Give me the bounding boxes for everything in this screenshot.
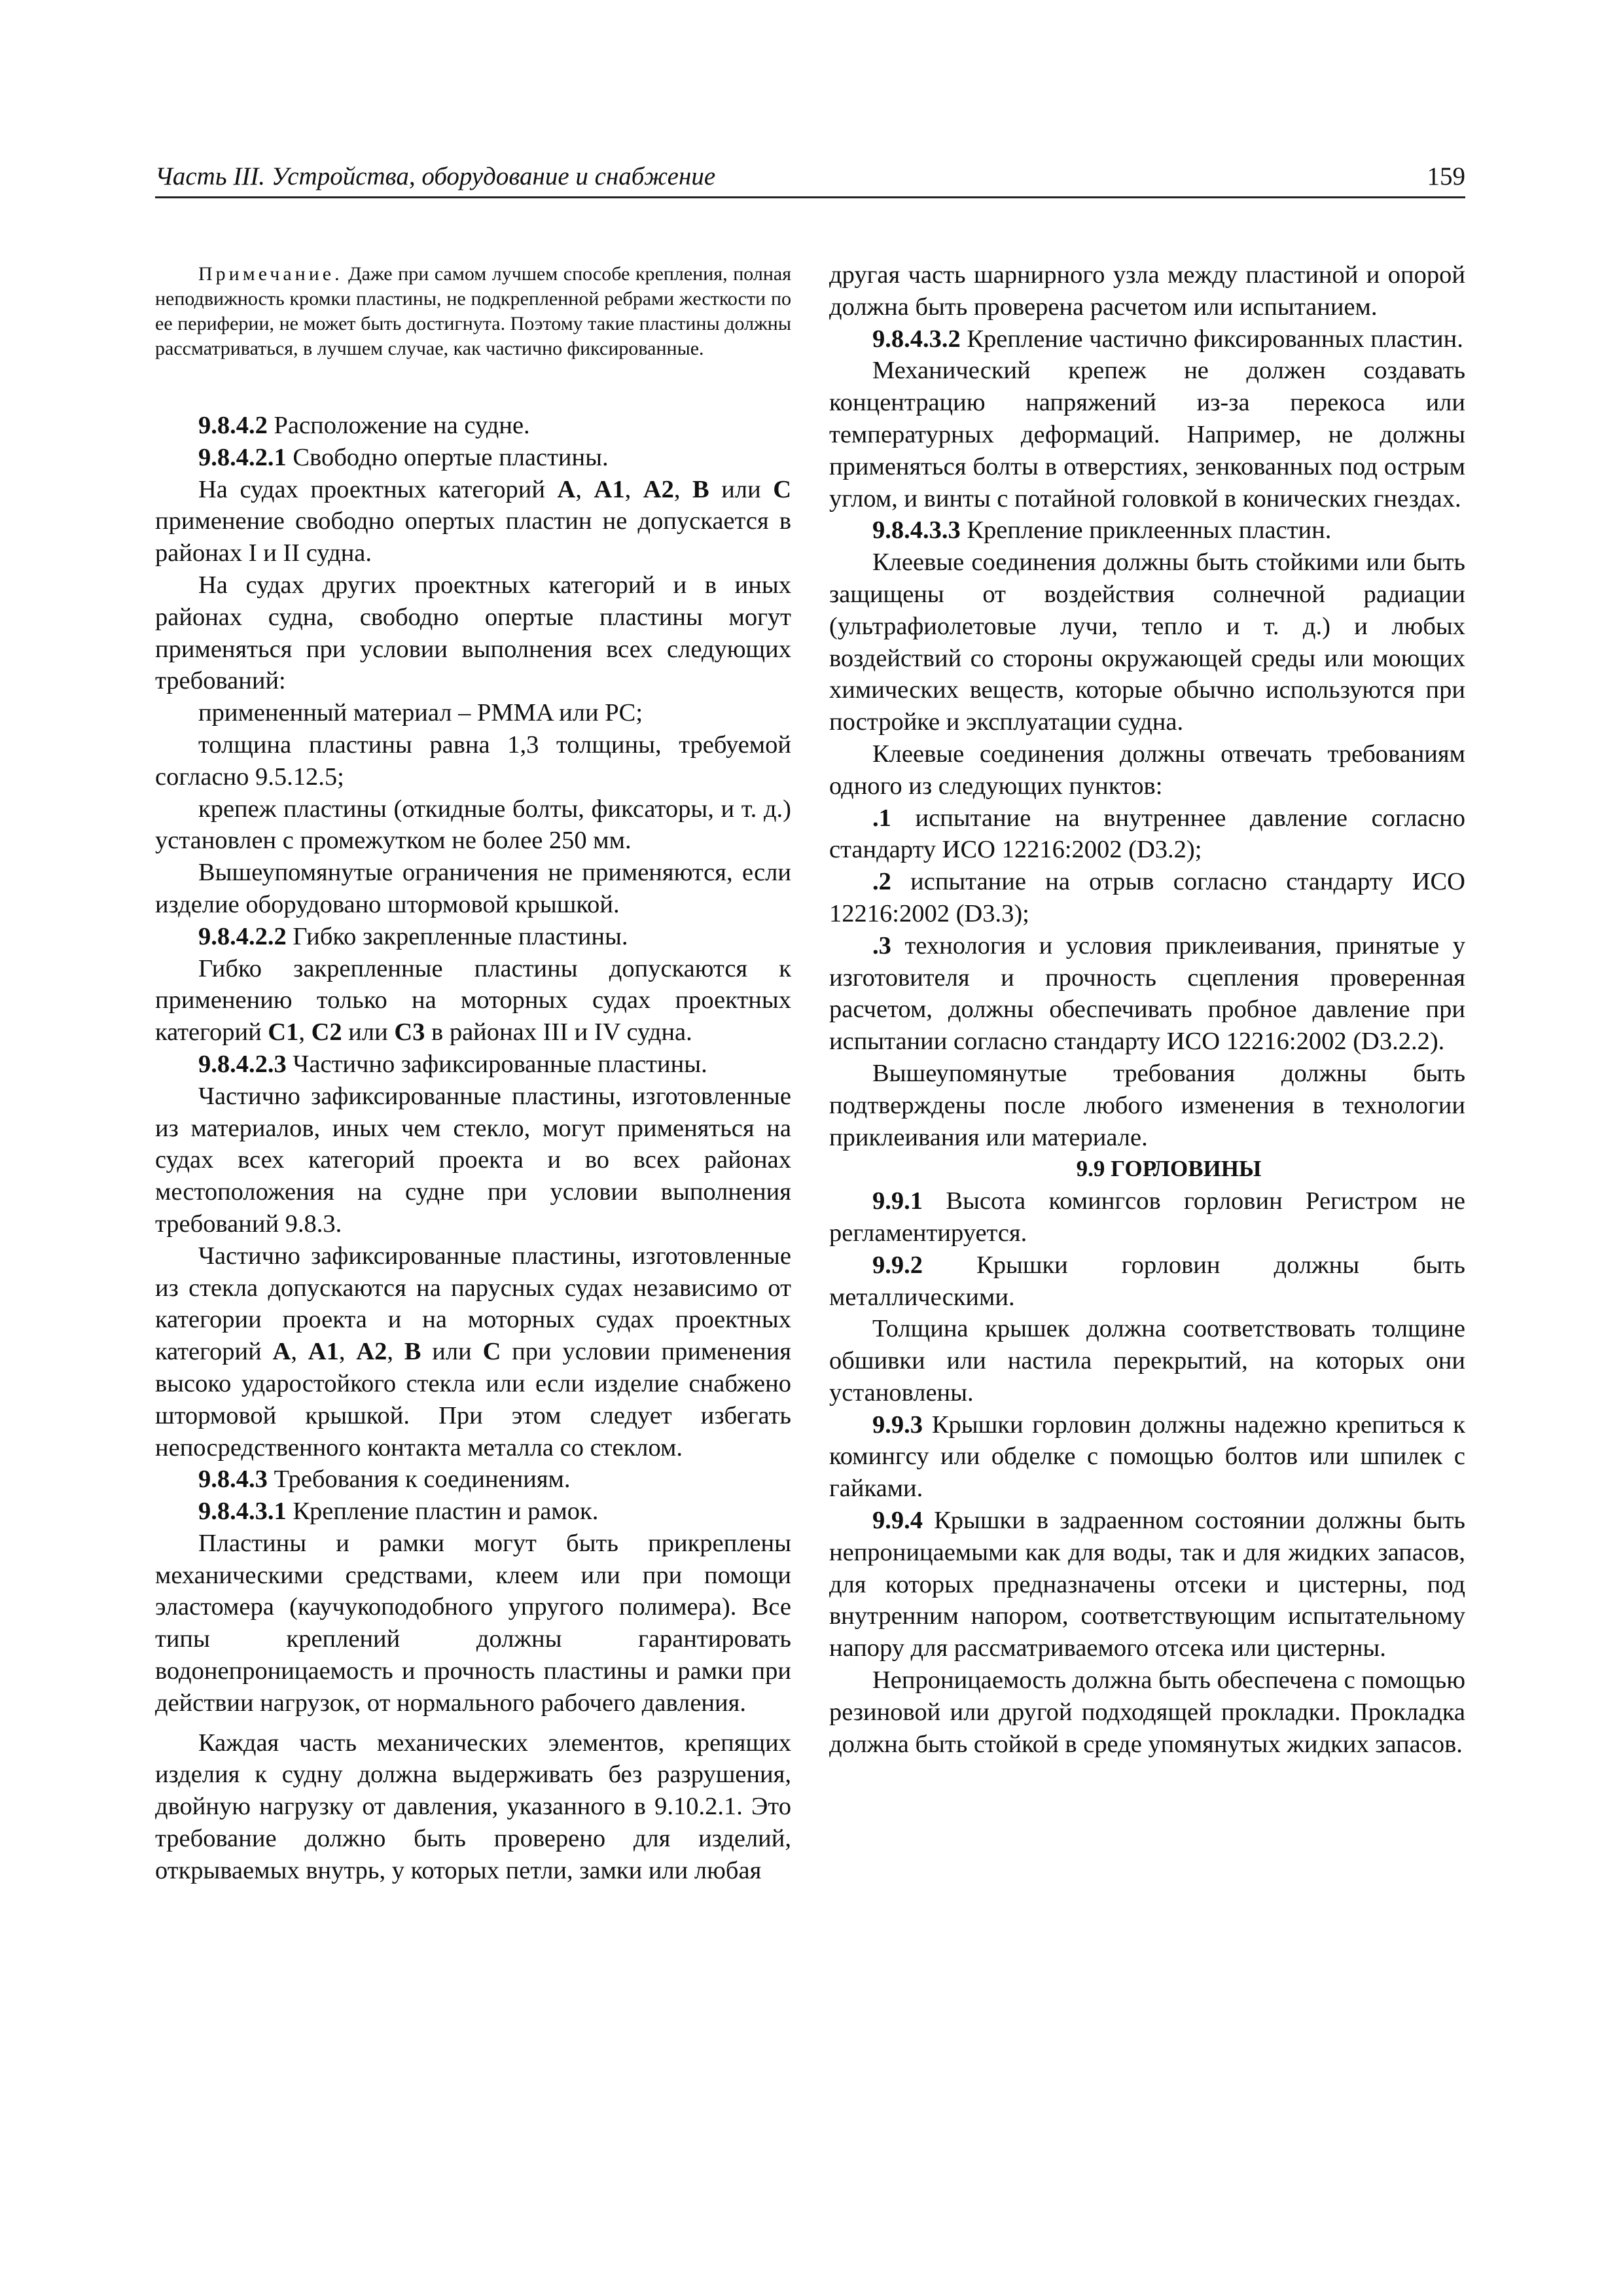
clause-text: Крепление пластин и рамок. [286, 1498, 599, 1526]
list-item [829, 930, 1465, 1058]
text-run: На судах проектных категорий [198, 475, 558, 503]
clause-9-8-4-2-2 [155, 921, 791, 953]
category-label: C [482, 1338, 501, 1366]
paragraph: примененный материал – PMMA или PC; [198, 699, 643, 727]
text-run: , [673, 475, 693, 503]
clause-text: Крышки горловин должны надежно крепиться к комингсу или обделке с помощью болтов или шпилек с гайками. [829, 1410, 1465, 1503]
clause-9-8-4-3 [155, 1463, 791, 1496]
section-heading: 9.9 ГОРЛОВИНЫ [1076, 1156, 1262, 1182]
text-run: , [298, 1018, 312, 1047]
category-label: B [404, 1338, 421, 1366]
paragraph: толщина пластины равна 1,3 толщины, требуемой согласно 9.5.12.5; [155, 730, 791, 791]
paragraph: Непроницаемость должна быть обеспечена с помощью резиновой или другой подходящей прокладки. Прокладка должна быть стойкой в среде упомянутых жидких запасов. [829, 1666, 1465, 1758]
text-run: или [709, 475, 774, 503]
category-label: A [557, 475, 576, 503]
text-run: Гибко закрепленные пластины допускаются к применению только на моторных судах проектных категорий [155, 954, 791, 1047]
paragraph [155, 953, 791, 1049]
paragraph [155, 474, 791, 569]
paragraph: Клеевые соединения должны быть стойкими или быть защищены от воздействия солнечной радиации (ультрафиолетовые лучи, тепло и т. д.) и любых воздействий со стороны окружающей среды или моющих химических веществ, которые обычно используются при постройке и эксплуатации судна. [829, 548, 1465, 736]
text-run: при условии применения высоко ударостойкого стекла или если изделие снабжено штормовой крышкой. При этом следует избегать непосредственного контакта металла со стеклом. [155, 1338, 792, 1462]
list-number: .1 [872, 804, 891, 832]
paragraph: Каждая часть механических элементов, крепящих изделия к судну должна выдерживать без разрушения, двойную нагрузку от давления, указанного в 9.10.2.1. Это требование должно быть проверено для изделий, открываемых внутрь, у которых петли, замки или любая [155, 1729, 791, 1884]
clause-number: 9.8.4.2.2 [198, 922, 287, 950]
category-label: A2 [643, 475, 674, 503]
paragraph: Клеевые соединения должны отвечать требованиям одного из следующих пунктов: [829, 740, 1465, 800]
paragraph: Толщина крышек должна соответствовать толщине обшивки или настила перекрытий, на которых они установлены. [829, 1315, 1465, 1407]
category-label: A1 [308, 1338, 339, 1366]
category-label: C [773, 475, 792, 503]
clause-text: Крепление частично фиксированных пластин. [960, 325, 1463, 353]
paragraph: другая часть шарнирного узла между пластиной и опорой должна быть проверена расчетом или испытанием. [829, 261, 1465, 321]
clause-text: Свободно опертые пластины. [286, 443, 609, 471]
category-label: A [272, 1338, 291, 1366]
clause-text: Крепление приклеенных пластин. [960, 516, 1332, 545]
clause-text: Требования к соединениям. [267, 1465, 571, 1494]
category-label: A2 [356, 1338, 387, 1366]
page-number: 159 [1427, 162, 1465, 190]
clause-9-8-4-2-3 [155, 1049, 791, 1081]
paragraph: На судах других проектных категорий и в иных районах судна, свободно опертые пластины могут применяться при условии выполнения всех следующих требований: [155, 571, 791, 695]
running-title: Часть III. Устройства, оборудование и снабжение [155, 162, 716, 190]
clause-text: Крышки горловин должны быть металлическими. [829, 1251, 1465, 1311]
category-label: C2 [311, 1018, 342, 1047]
clause-text: Гибко закрепленные пластины. [286, 922, 628, 950]
clause-text: Крышки в задраенном состоянии должны быть непроницаемыми как для воды, так и для жидких запасов, для которых предназначены отсеки и цистерны, под внутренним напором, соответствующим испытательному напору для рассматриваемого отсека или цистерны. [829, 1507, 1465, 1662]
clause-9-9-4 [829, 1505, 1465, 1664]
clause-number: 9.8.4.3.3 [872, 516, 961, 545]
right-column [829, 259, 1465, 1760]
paragraph: Вышеупомянутые требования должны быть подтверждены после любого изменения в технологии приклеивания или материале. [829, 1059, 1465, 1151]
clause-number: 9.9.1 [872, 1187, 923, 1215]
note-label: Примечание. [198, 263, 343, 285]
paragraph: Пластины и рамки могут быть прикреплены механическими средствами, клеем или при помощи эластомера (каучукоподобного упругого полимера). Все типы креплений должны гарантировать водонепроницаемость и прочность пластины и рамки при действии нагрузок, от нормального рабочего давления. [155, 1529, 791, 1717]
text-run: , [291, 1338, 308, 1366]
category-label: C1 [268, 1018, 299, 1047]
clause-9-9-2 [829, 1249, 1465, 1314]
text-run: Частично зафиксированные пластины, изготовленные из стекла допускаются на парусных судах независимо от категории проекта и на моторных судах проектных категорий [155, 1242, 791, 1366]
spacer [155, 1719, 791, 1727]
category-label: C3 [394, 1018, 425, 1047]
clause-9-8-4-3-3 [829, 514, 1465, 547]
left-column [155, 262, 791, 1887]
note-block [155, 262, 791, 361]
clause-number: 9.8.4.3 [198, 1465, 268, 1494]
text-run: или [421, 1338, 483, 1366]
clause-9-9-3 [829, 1409, 1465, 1505]
paragraph: Вышеупомянутые ограничения не применяются, если изделие оборудовано штормовой крышкой. [155, 859, 791, 918]
clause-number: 9.8.4.3.2 [872, 325, 961, 353]
note-paragraph [155, 262, 791, 361]
clause-number: 9.8.4.3.1 [198, 1498, 287, 1526]
text-run: , [575, 475, 594, 503]
text-run: , [338, 1338, 357, 1366]
clause-number: 9.9.2 [872, 1251, 923, 1279]
list-number: .2 [872, 868, 891, 896]
clause-9-8-4-2 [155, 410, 791, 442]
clause-number: 9.9.3 [872, 1410, 923, 1439]
clause-9-9-1 [829, 1185, 1465, 1249]
note-text: Даже при самом лучшем способе крепления, полная неподвижность кромки пластины, не подкрепленной ребрами жесткости по ее периферии, не может быть достигнута. Поэтому такие пластины должны рассматриваться, в лучшем случае, как частично фиксированные. [155, 263, 791, 359]
list-text: технология и условия приклеивания, принятые у изготовителя и прочность сцепления проверенная расчетом, должны обеспечивать пробное давление при испытании согласно стандарту ИСО 12216:2002 (D3.2.2). [829, 931, 1465, 1056]
clause-text: Высота комингсов горловин Регистром не регламентируется. [829, 1187, 1465, 1247]
clause-number: 9.8.4.2 [198, 412, 268, 439]
clause-9-8-4-2-1 [155, 442, 791, 474]
list-text: испытание на отрыв согласно стандарту ИСО 12216:2002 (D3.3); [829, 868, 1465, 927]
category-label: A1 [594, 475, 625, 503]
text-run: применение свободно опертых пластин не допускается в районах I и II судна. [155, 507, 791, 567]
running-header [155, 153, 1465, 198]
clause-text: Частично зафиксированные пластины. [286, 1050, 707, 1078]
list-text: испытание на внутреннее давление согласно стандарту ИСО 12216:2002 (D3.2); [829, 804, 1465, 864]
clause-text: Расположение на судне. [267, 412, 530, 439]
list-number: .3 [872, 931, 891, 960]
clause-number: 9.8.4.2.1 [198, 443, 287, 471]
text-run: или [342, 1018, 395, 1047]
clause-number: 9.8.4.2.3 [198, 1050, 287, 1078]
paragraph: Частично зафиксированные пластины, изготовленные из материалов, иных чем стекло, могут применяться на судах всех категорий проекта и во всех районах местоположения на судне при условии выполнения требований 9.8.3. [155, 1082, 791, 1238]
text-run: , [387, 1338, 404, 1366]
text-run: , [624, 475, 643, 503]
paragraph: Механический крепеж не должен создавать концентрацию напряжений из-за перекоса или температурных деформаций. Например, не должны применяться болты в отверстиях, зенкованных под острым углом, и винты с потайной головкой в конических гнездах. [829, 357, 1465, 512]
clause-9-8-4-3-2 [829, 323, 1465, 355]
paragraph [155, 1240, 791, 1464]
paragraph: крепеж пластины (откидные болты, фиксаторы, и т. д.) установлен с промежутком не более 250 мм. [155, 795, 791, 855]
list-item [829, 866, 1465, 930]
clause-number: 9.9.4 [872, 1507, 923, 1535]
text-run: в районах III и IV судна. [425, 1018, 692, 1047]
list-item [829, 802, 1465, 867]
category-label: B [692, 475, 709, 503]
clause-9-8-4-3-1 [155, 1496, 791, 1528]
